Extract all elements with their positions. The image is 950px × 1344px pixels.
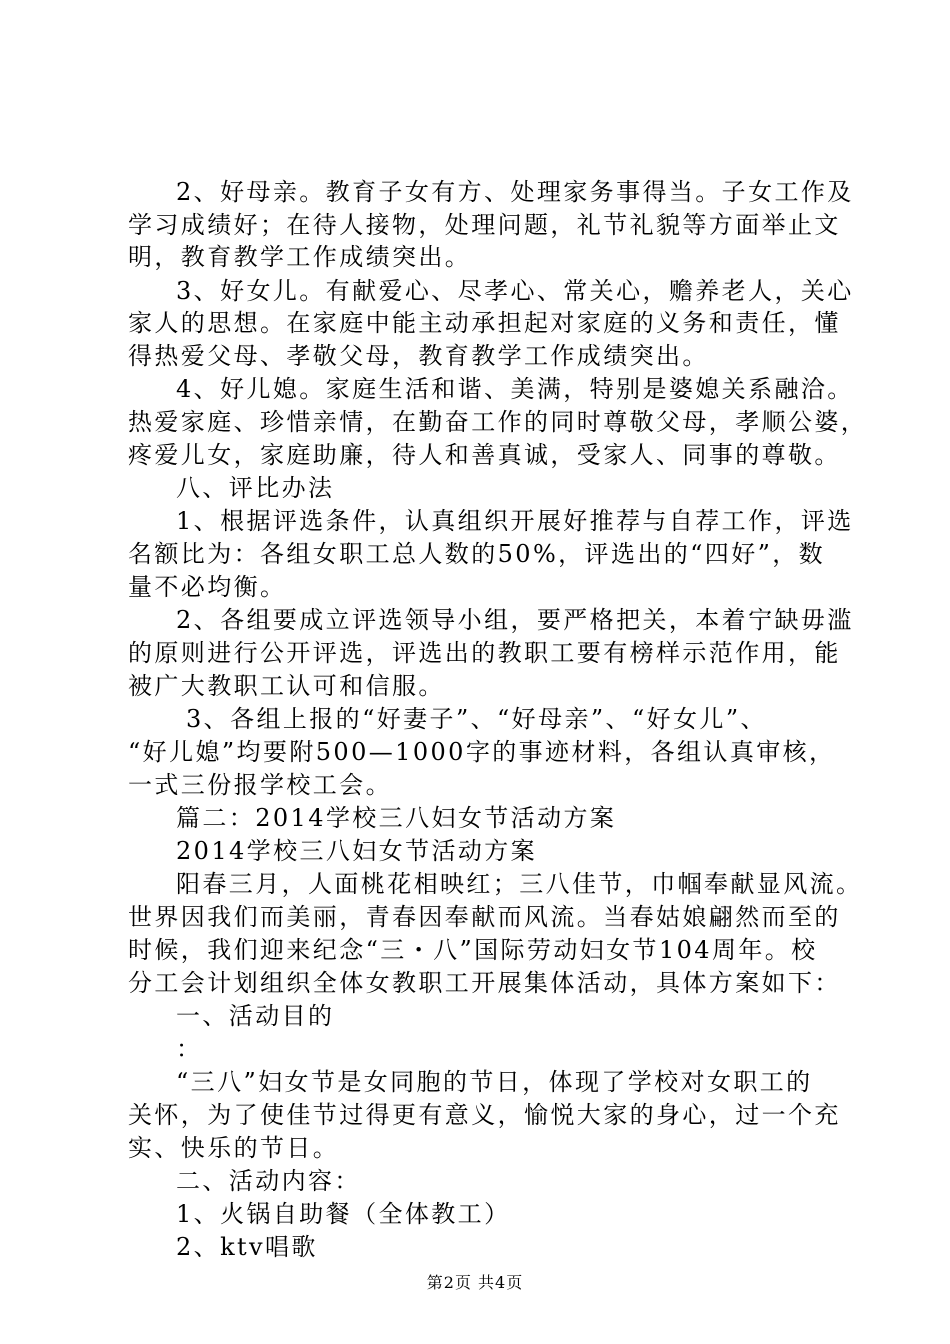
paragraph-line: 被广大教职工认可和信服。 xyxy=(128,672,445,700)
paragraph-line: 疼爱儿女，家庭助廉，待人和善真诚，受家人、同事的尊敬。 xyxy=(128,441,841,469)
paragraph-line: 阳春三月，人面桃花相映红；三八佳节，巾帼奉献显风流。 xyxy=(176,870,863,898)
paragraph-line: “三八”妇女节是女同胞的节日，体现了学校对女职工的 xyxy=(176,1068,813,1096)
list-item: 2、ktv唱歌 xyxy=(176,1233,318,1261)
paragraph-line: 的原则进行公开评选，评选出的教职工要有榜样示范作用，能 xyxy=(128,639,841,667)
paragraph-line: 2、各组要成立评选领导小组，要严格把关，本着宁缺毋滥 xyxy=(176,606,854,634)
list-item: 1、火锅自助餐（全体教工） xyxy=(176,1200,511,1228)
paragraph-line: 热爱家庭、珍惜亲情，在勤奋工作的同时尊敬父母，孝顺公婆， xyxy=(128,408,868,436)
paragraph-line: 家人的思想。在家庭中能主动承担起对家庭的义务和责任，懂 xyxy=(128,309,841,337)
paragraph-line: 3、各组上报的“好妻子”、“好母亲”、“好女儿”、 xyxy=(186,705,767,733)
paragraph-line: 3、好女儿。有献爱心、尽孝心、常关心，赡养老人，关心 xyxy=(176,277,854,305)
paragraph-line: 得热爱父母、孝敬父母，教育教学工作成绩突出。 xyxy=(128,342,709,370)
paragraph-line: 量不必均衡。 xyxy=(128,573,287,601)
paragraph-line: 实、快乐的节日。 xyxy=(128,1134,340,1162)
paragraph-line: ： xyxy=(176,1035,203,1063)
section-heading: 篇二：2014学校三八妇女节活动方案 xyxy=(176,804,617,832)
paragraph-line: 关怀，为了使佳节过得更有意义，愉悦大家的身心，过一个充 xyxy=(128,1101,841,1129)
paragraph-line: 明，教育教学工作成绩突出。 xyxy=(128,243,472,271)
paragraph-line: 4、好儿媳。家庭生活和谐、美满，特别是婆媳关系融洽。 xyxy=(176,375,854,403)
document-title: 2014学校三八妇女节活动方案 xyxy=(176,837,538,865)
paragraph-line: 名额比为：各组女职工总人数的50%，评选出的“四好”，数 xyxy=(128,540,826,568)
paragraph-line: 世界因我们而美丽，青春因奉献而风流。当春姑娘翩然而至的 xyxy=(128,903,841,931)
paragraph-line: 时候，我们迎来纪念“三・八”国际劳动妇女节104周年。校 xyxy=(128,936,818,964)
page-footer: 第2页 共4页 xyxy=(426,1273,524,1292)
paragraph-line: 一式三份报学校工会。 xyxy=(128,771,392,799)
paragraph-line: 分工会计划组织全体女教职工开展集体活动，具体方案如下： xyxy=(128,969,841,997)
paragraph-line: “好儿媳”均要附500—1000字的事迹材料，各组认真审核， xyxy=(128,738,836,766)
section-heading: 八、评比办法 xyxy=(176,474,335,502)
paragraph-line: 1、根据评选条件，认真组织开展好推荐与自荐工作，评选 xyxy=(176,507,854,535)
section-heading: 二、活动内容： xyxy=(176,1167,361,1195)
paragraph-line: 学习成绩好；在待人接物，处理问题，礼节礼貌等方面举止文 xyxy=(128,211,841,239)
section-heading: 一、活动目的 xyxy=(176,1002,335,1030)
paragraph-line: 2、好母亲。教育子女有方、处理家务事得当。子女工作及 xyxy=(176,178,854,206)
